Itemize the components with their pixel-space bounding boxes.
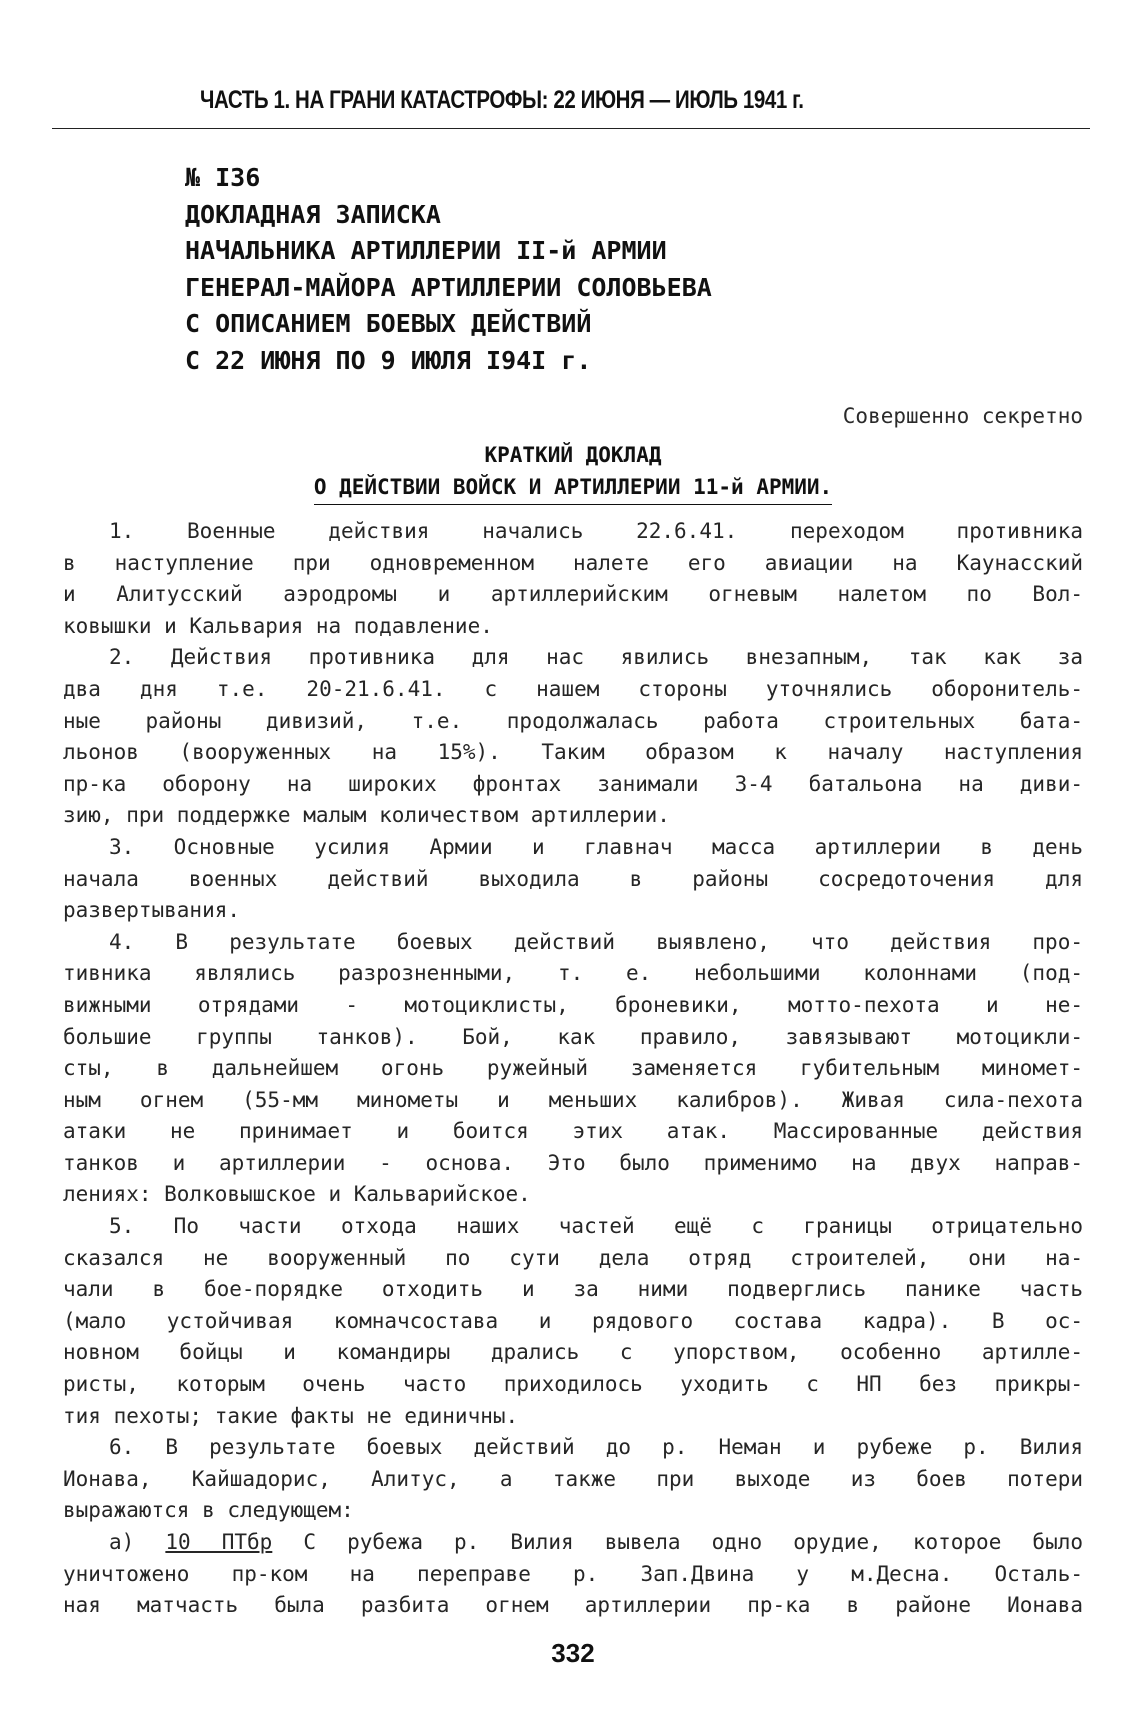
paragraph-line: и Алитусский аэродромы и артиллерийским огневым налетом по Вол- — [63, 582, 1083, 607]
paragraph-line: тивника являлись разрозненными, т. е. небольшими колоннами (под- — [63, 961, 1083, 986]
paragraph-line: пр-ка оборону на широких фронтах занимали 3-4 батальона на диви- — [63, 771, 1083, 796]
paragraph-line: два дня т.е. 20-21.6.41. с нашем стороны уточнялись оборонитель- — [63, 676, 1083, 701]
document-number: № I36 — [185, 163, 261, 192]
document-heading — [185, 160, 712, 379]
paragraph-line: в наступление при одновременном налете его авиации на Каунасский — [63, 550, 1083, 575]
paragraph-line: выражаются в следующем: — [63, 1498, 354, 1523]
report-title-line: КРАТКИЙ ДОКЛАД — [484, 443, 662, 467]
heading-line: С 22 ИЮНЯ ПО 9 ИЮЛЯ I94I г. — [185, 345, 592, 375]
paragraph-line: танков и артиллерии - основа. Это было применимо на двух направ- — [63, 1150, 1083, 1175]
paragraph — [63, 832, 1083, 927]
running-head: ЧАСТЬ 1. НА ГРАНИ КАТАСТРОФЫ: 22 ИЮНЯ — ИЮЛЬ 1941 г. — [200, 86, 804, 114]
subitem-marker: а) — [109, 1530, 166, 1554]
paragraph-line: 3. Основные усилия Армии и главнач масса артиллерии в день — [109, 834, 1083, 859]
paragraph-line: атаки не принимает и боится этих атак. Массированные действия — [63, 1119, 1083, 1144]
paragraph-line: сказался не вооруженный по сути дела отряд строителей, они на- — [63, 1245, 1083, 1270]
paragraph-line: ная матчасть была разбита огнем артиллерии пр-ка в районе Ионава — [63, 1593, 1083, 1618]
paragraph — [63, 1211, 1083, 1432]
paragraph — [63, 642, 1083, 832]
header-rule — [52, 128, 1090, 129]
paragraph-line: ковышки и Кальвария на подавление. — [63, 613, 493, 638]
subitem-text: С рубежа р. Вилия вывела одно орудие, которое было — [272, 1530, 1083, 1554]
paragraph-line: ным огнем (55-мм минометы и меньших калибров). Живая сила-пехота — [63, 1087, 1083, 1112]
paragraph-line: лениях: Волковышское и Кальварийское. — [63, 1182, 531, 1207]
report-title-line: О ДЕЙСТВИИ ВОЙСК И АРТИЛЛЕРИИ 11-й АРМИИ. — [314, 471, 832, 505]
heading-line: НАЧАЛЬНИКА АРТИЛЛЕРИИ II-й АРМИИ — [185, 236, 667, 265]
paragraph — [63, 516, 1083, 642]
paragraph — [63, 1432, 1083, 1527]
report-title — [0, 439, 1146, 505]
unit-name: 10 ПТбр — [165, 1530, 273, 1554]
paragraph-line: начала военных действий выходила в районы сосредоточения для — [63, 866, 1083, 891]
paragraph-line: (мало устойчивая комначсостава и рядового состава кадра). В ос- — [63, 1308, 1083, 1333]
heading-line: ДОКЛАДНАЯ ЗАПИСКА — [185, 199, 441, 229]
paragraph-line: 5. По части отхода наших частей ещё с границы отрицательно — [109, 1214, 1083, 1239]
paragraph-line: 4. В результате боевых действий выявлено, что действия про- — [109, 929, 1083, 954]
paragraph-line: вижными отрядами - мотоциклисты, броневики, мотто-пехота и не- — [63, 992, 1083, 1017]
paragraph-line: льонов (вооруженных на 15%). Таким образом к началу наступления — [63, 740, 1083, 765]
paragraph-line — [63, 1527, 1083, 1559]
heading-line: С ОПИСАНИЕМ БОЕВЫХ ДЕЙСТВИЙ — [185, 309, 592, 338]
paragraph-line: новном бойцы и командиры дрались с упорством, особенно артилле- — [63, 1340, 1083, 1365]
paragraph-line: 2. Действия противника для нас явились внезапным, так как за — [109, 645, 1083, 670]
paragraph-line: большие группы танков). Бой, как правило, завязывают мотоцикли- — [63, 1024, 1083, 1049]
paragraph-line: уничтожено пр-ком на переправе р. Зап.Двина у м.Десна. Осталь- — [63, 1561, 1083, 1586]
report-body — [63, 516, 1083, 1622]
heading-line: ГЕНЕРАЛ-МАЙОРА АРТИЛЛЕРИИ СОЛОВЬЕВА — [185, 272, 712, 302]
paragraph-line: Ионава, Кайшадорис, Алитус, а также при выходе из боев потери — [63, 1466, 1083, 1491]
secrecy-stamp: Совершенно секретно — [842, 404, 1083, 428]
paragraph-subitem-a — [63, 1527, 1083, 1622]
paragraph-line: зию, при поддержке малым количеством артиллерии. — [63, 803, 670, 828]
page-number: 332 — [551, 1638, 595, 1668]
paragraph-line: чали в бое-порядке отходить и за ними подверглись панике часть — [63, 1277, 1083, 1302]
paragraph-line: сты, в дальнейшем огонь ружейный заменяется губительным миномет- — [63, 1056, 1083, 1081]
paragraph-line: 1. Военные действия начались 22.6.41. переходом противника — [109, 519, 1083, 543]
paragraph — [63, 927, 1083, 1211]
paragraph-line: тия пехоты; такие факты не единичны. — [63, 1403, 519, 1428]
paragraph-line: развертывания. — [63, 898, 241, 923]
paragraph-line: ристы, которым очень часто приходилось уходить с НП без прикры- — [63, 1372, 1083, 1397]
paragraph-line: ные районы дивизий, т.е. продолжалась работа строительных бата- — [63, 708, 1083, 733]
paragraph-line: 6. В результате боевых действий до р. Неман и рубеже р. Вилия — [109, 1435, 1083, 1460]
